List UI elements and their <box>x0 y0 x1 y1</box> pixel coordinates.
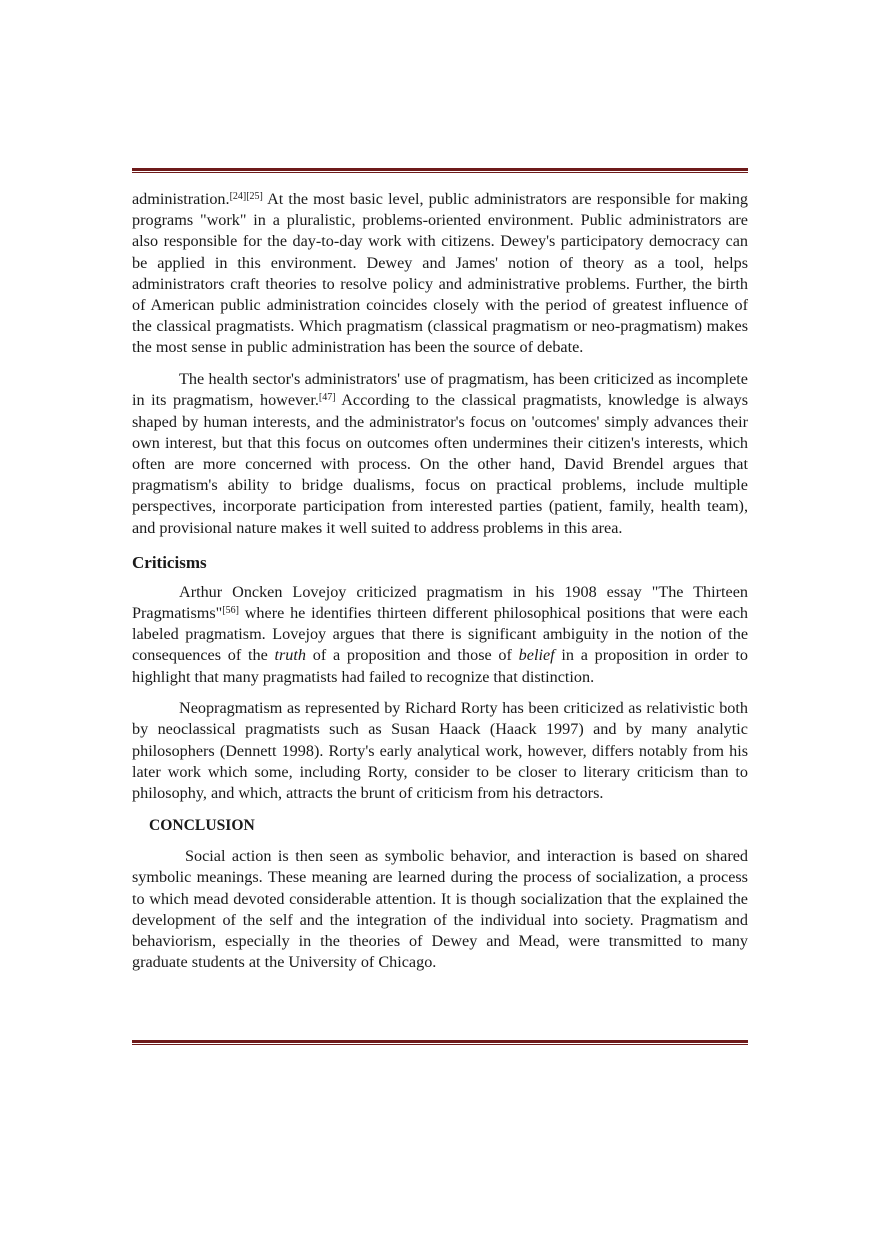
paragraph-text: At the most basic level, public administrators are responsible for making programs "work" in a pluralistic, problems-oriented environment. Public administrators are also responsible for the day-to-day work with citizens. Dewey's participatory democracy can be applied in this environment. Dewey and James' notion of theory as a tool, helps administrators craft theories to resolve policy and administrative problems. Further, the birth of American public administration coincides closely with the period of greatest influence of the classical pragmatists. Which pragmatism (classical pragmatism or neo-pragmatism) makes the most sense in public administration has been the source of debate. <box>132 190 748 357</box>
paragraph-text: where he identifies thirteen different philosophical positions that were each labeled pragmatism. Lovejoy argues that there is significant ambiguity in the notion of the consequences of the <box>132 603 748 665</box>
paragraph-neopragmatism: Neopragmatism as represented by Richard Rorty has been criticized as relativistic both by neoclassical pragmatists such as Susan Haack (Haack 1997) and by many analytic philosophers (Dennett 1998). Rorty's early analytical work, however, differs notably from his later work which some, including Rorty, consider to be closer to literary criticism than to philosophy, and which, attracts the brunt of criticism from his detractors. <box>132 699 748 803</box>
paragraph-text: According to the classical pragmatists, knowledge is always shaped by human interests, and the administrator's focus on 'outcomes' simply advances their own interest, but that this focus on outcomes often undermines their citizen's interests, which often are more concerned with process. On the other hand, David Brendel argues that pragmatism's ability to bridge dualisms, focus on practical problems, include multiple perspectives, incorporate participation from interested parties (patient, family, health team), and provisional nature makes it well suited to address problems in this area. <box>132 391 749 537</box>
footer-rule <box>132 1040 748 1045</box>
document-body <box>132 189 748 974</box>
header-rule <box>132 168 748 173</box>
citation-ref: [56] <box>222 604 239 616</box>
citation-ref: [24][25] <box>229 191 263 202</box>
emphasis-belief: belief <box>518 646 555 665</box>
emphasis-truth: truth <box>274 646 306 665</box>
paragraph-public-administration <box>132 189 748 359</box>
paragraph-health-sector <box>132 369 748 539</box>
paragraph-lovejoy <box>132 582 748 688</box>
section-heading-criticisms: Criticisms <box>132 552 207 572</box>
section-heading-conclusion: CONCLUSION <box>149 817 255 835</box>
paragraph-text: administration. <box>132 190 230 208</box>
paragraph-conclusion: Social action is then seen as symbolic behavior, and interaction is based on shared symbolic meanings. These meaning are learned during the process of socialization, a process to which mead devoted considerable attention. It is though socialization that the explained the development of the self and the integration of the individual into society. Pragmatism and behaviorism, especially in the theories of Dewey and Mead, were transmitted to many graduate students at the University of Chicago. <box>132 847 748 972</box>
paragraph-text: The health sector's administrators' use of pragmatism, has been criticized as incomplete in its pragmatism, however. <box>132 370 748 410</box>
citation-ref: [47] <box>318 392 336 404</box>
paragraph-text: of a proposition and those of <box>305 646 519 665</box>
paragraph-text: in a proposition in order to highlight that many pragmatists had failed to recognize that distinction. <box>132 646 748 686</box>
paragraph-text: Arthur Oncken Lovejoy criticized pragmatism in his 1908 essay "The Thirteen Pragmatisms" <box>132 582 748 622</box>
